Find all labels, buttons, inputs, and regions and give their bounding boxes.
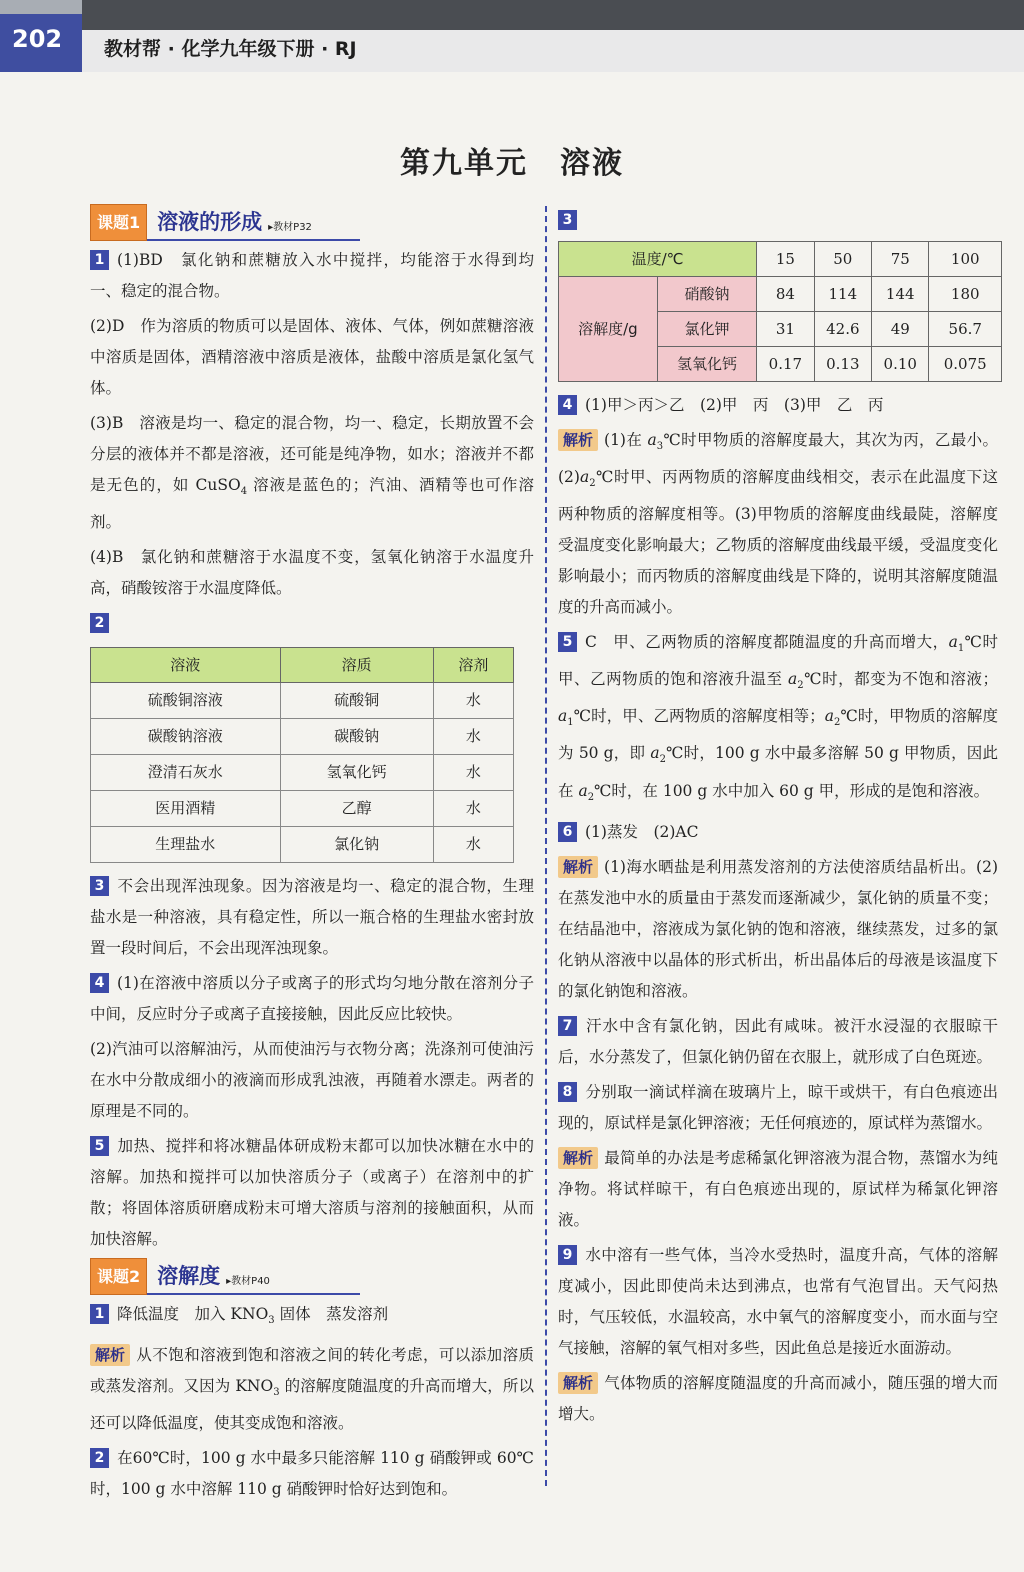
analysis-tag: 解析 <box>558 1372 598 1394</box>
table-cell: 硫酸铜溶液 <box>91 683 281 719</box>
question-number: 2 <box>90 613 109 633</box>
l1-q2 <box>90 608 534 639</box>
lesson2-heading <box>90 1259 360 1295</box>
table-cell: 180 <box>929 277 1002 312</box>
page-number: 202 <box>0 14 82 72</box>
table-row <box>91 719 514 755</box>
question-number: 1 <box>90 250 109 270</box>
question-number: 3 <box>90 876 109 896</box>
table-row <box>559 277 1002 312</box>
question-number: 9 <box>558 1245 577 1265</box>
l2-q1: 1 降低温度 加入 $KNO_3$ 固体 蒸发溶剂 <box>90 1299 534 1336</box>
question-number: 7 <box>558 1016 577 1036</box>
analysis-tag: 解析 <box>558 429 598 451</box>
l1-q5: 5 加热、搅拌和将冰糖晶体研成粉末都可以加快冰糖在水中的溶解。加热和搅拌可以加快溶质分子（或离子）在溶剂中的扩散；将固体溶质研磨成粉末可增大溶质与溶剂的接触面积，从而加快溶解。 <box>90 1137 534 1249</box>
table-header: 溶液 <box>91 648 281 683</box>
l1-q1-b: (2)D 作为溶质的物质可以是固体、液体、气体，例如蔗糖溶液中溶质是固体，酒精溶液中溶质是液体，盐酸中溶质是氯化氢气体。 <box>90 317 534 397</box>
table-cell: 氢氧化钙 <box>657 347 756 382</box>
table-cell: 水 <box>433 719 513 755</box>
question-number: 4 <box>90 973 109 993</box>
question-number: 1 <box>90 1304 109 1324</box>
l2-q2: 2 在60℃时，100 g 水中最多只能溶解 110 g 硝酸钾或 60℃时，100 g 水中溶解 110 g 硝酸钾时恰好达到饱和。 <box>90 1449 534 1499</box>
question-number: 5 <box>90 1136 109 1156</box>
column-divider <box>545 206 547 1486</box>
lesson1-tag: 课题1 <box>90 204 147 241</box>
l1-q4-a: 4 (1)在溶液中溶质以分子或离子的形式均匀地分散在溶剂分子中间，反应时分子或离子直接接触，因此反应比较快。 <box>90 974 534 1024</box>
left-column <box>90 205 534 1509</box>
solution-table <box>90 647 514 863</box>
l2-q8-explanation: 解析 最简单的办法是考虑稀氯化钾溶液为混合物，蒸馏水为纯净物。将试样晾干，有白色痕迹出现的，原试样为稀氯化钾溶液。 <box>558 1148 998 1229</box>
l2-q1-explanation: 解析 从不饱和溶液到饱和溶液之间的转化考虑，可以添加溶质或蒸发溶剂。又因为 $KNO_3$ 的溶解度随温度的升高而增大，所以还可以降低温度，使其变成饱和溶液。 <box>90 1346 534 1433</box>
lesson2-tag: 课题2 <box>90 1258 147 1295</box>
table-cell: 15 <box>757 242 814 277</box>
lesson1-ref: ▸教材P32 <box>268 221 312 233</box>
lesson2-ref: ▸教材P40 <box>226 1275 270 1287</box>
lesson1-title: 溶液的形成 <box>157 209 263 234</box>
table-cell: 42.6 <box>814 312 871 347</box>
table-cell: 水 <box>433 683 513 719</box>
unit-title: 第九单元 溶液 <box>400 146 624 181</box>
table-row <box>559 242 1002 277</box>
l1-q4-b: (2)汽油可以溶解油污，从而使油污与衣物分离；洗涤剂可使油污在水中分散成细小的液滴而形成乳浊液，再随着水漂走。两者的原理是不同的。 <box>90 1040 534 1121</box>
table-cell: 31 <box>757 312 814 347</box>
question-number: 6 <box>558 822 577 842</box>
l2-q8: 8 分别取一滴试样滴在玻璃片上，晾干或烘干，有白色痕迹出现的，原试样是氯化钾溶液；无任何痕迹的，原试样为蒸馏水。 <box>558 1082 998 1132</box>
l1-q3: 3 不会出现浑浊现象。因为溶液是均一、稳定的混合物，生理盐水是一种溶液，具有稳定性，所以一瓶合格的生理盐水密封放置一段时间后，不会出现浑浊现象。 <box>90 877 534 958</box>
table-cell: 144 <box>872 277 929 312</box>
solubility-label: 溶解度/g <box>559 277 658 382</box>
l1-q1-d: (4)B 氯化钠和蔗糖溶于水温度不变，氢氧化钠溶于水温度升高，硝酸铵溶于水温度降低。 <box>90 548 534 598</box>
table-cell: 乙醇 <box>280 791 433 827</box>
table-cell: 水 <box>433 755 513 791</box>
l2-q4-explanation: 解析 (1)在 $a_3℃$时甲物质的溶解度最大，其次为丙，乙最小。$(2)a_2℃$时甲、丙两物质的溶解度曲线相交，表示在此温度下这两种物质的溶解度相等。(3)甲物质的溶解度曲线最陡，溶解度受温度变化影响最大；乙物质的溶解度曲线最平缓，受温度变化影响最小；而丙物质的溶解度曲线是下降的，说明其溶解度随温度的升高而减小。 <box>558 431 998 617</box>
table-cell: 氯化钾 <box>657 312 756 347</box>
table-cell: 49 <box>872 312 929 347</box>
table-cell: 澄清石灰水 <box>91 755 281 791</box>
table-cell: 0.10 <box>872 347 929 382</box>
question-number: 5 <box>558 632 577 652</box>
table-cell: 75 <box>872 242 929 277</box>
table-cell: 生理盐水 <box>91 827 281 863</box>
lesson2-title: 溶解度 <box>157 1263 221 1288</box>
solubility-table <box>558 241 1002 382</box>
table-cell: 硝酸钠 <box>657 277 756 312</box>
l2-q5: 5 C 甲、乙两物质的溶解度都随温度的升高而增大，$a_1℃$时甲、乙两物质的饱和溶液升温至 $a_2℃$时，都变为不饱和溶液；$a_1℃$时，甲、乙两物质的溶解度相等；$a_2℃$时，甲物质的溶解度为 50 g，即 $a_2℃$时，100 g 水中最多溶解 50 g 甲物质，因此在 $a_2℃$时，在 100 g 水中加入 60 g 甲，形成的是饱和溶液。 <box>558 633 998 803</box>
temp-label: 温度/℃ <box>559 242 757 277</box>
analysis-tag: 解析 <box>558 856 598 878</box>
table-cell: 水 <box>433 827 513 863</box>
table-cell: 0.17 <box>757 347 814 382</box>
table-cell: 水 <box>433 791 513 827</box>
table-cell: 0.075 <box>929 347 1002 382</box>
table-cell: 碳酸钠溶液 <box>91 719 281 755</box>
table-cell: 氢氧化钙 <box>280 755 433 791</box>
l2-q4: 4 (1)甲＞丙＞乙 (2)甲 丙 (3)甲 乙 丙 <box>558 390 998 421</box>
question-number: 3 <box>558 210 577 230</box>
table-header: 溶剂 <box>433 648 513 683</box>
table-cell: 84 <box>757 277 814 312</box>
table-cell: 56.7 <box>929 312 1002 347</box>
table-cell: 碳酸钠 <box>280 719 433 755</box>
l1-q1-c: (3)B 溶液是均一、稳定的混合物，均一、稳定，长期放置不会分层的液体并不都是溶液，还可能是纯净物，如水；溶液并不都是无色的，如 CuSO$_4$ 溶液是蓝色的；汽油、酒精等也可作溶剂。 <box>90 414 534 532</box>
table-row <box>91 683 514 719</box>
table-cell: 100 <box>929 242 1002 277</box>
table-header-row <box>91 648 514 683</box>
right-column <box>558 205 998 1434</box>
table-header: 溶质 <box>280 648 433 683</box>
l2-q9-explanation: 解析 气体物质的溶解度随温度的升高而减小，随压强的增大而增大。 <box>558 1373 998 1423</box>
table-cell: 硫酸铜 <box>280 683 433 719</box>
table-row <box>91 827 514 863</box>
table-cell: 50 <box>814 242 871 277</box>
question-number: 2 <box>90 1448 109 1468</box>
l1-q1-a: 1 (1)BD 氯化钠和蔗糖放入水中搅拌，均能溶于水得到均一、稳定的混合物。 <box>90 251 534 300</box>
lesson1-heading <box>90 205 360 241</box>
table-cell: 医用酒精 <box>91 791 281 827</box>
book-title: 教材帮 · 化学九年级下册 · RJ <box>104 38 357 60</box>
question-number: 8 <box>558 1082 577 1102</box>
question-number: 4 <box>558 395 577 415</box>
table-cell: 114 <box>814 277 871 312</box>
l2-q6: 6 (1)蒸发 (2)AC <box>558 817 998 848</box>
table-row <box>91 755 514 791</box>
l2-q6-explanation: 解析 (1)海水晒盐是利用蒸发溶剂的方法使溶质结晶析出。(2)在蒸发池中水的质量由于蒸发而逐渐减少，氯化钠的质量不变；在结晶池中，溶液成为氯化钠的饱和溶液，继续蒸发，过多的氯化钠从溶液中以晶体的形式析出，析出晶体后的母液是该温度下的氯化钠饱和溶液。 <box>558 857 998 1000</box>
analysis-tag: 解析 <box>90 1344 130 1366</box>
table-cell: 0.13 <box>814 347 871 382</box>
l2-q3 <box>558 205 998 229</box>
analysis-tag: 解析 <box>558 1147 598 1169</box>
page-header <box>0 0 1024 72</box>
l2-q7: 7 汗水中含有氯化钠，因此有咸味。被汗水浸湿的衣服晾干后，水分蒸发了，但氯化钠仍留在衣服上，就形成了白色斑迹。 <box>558 1016 998 1066</box>
l2-q9: 9 水中溶有一些气体，当冷水受热时，温度升高，气体的溶解度减小，因此即使尚未达到沸点，也常有气泡冒出。天气闷热时，气压较低，水温较高，水中氧气的溶解度变小，而水面与空气接触，溶解的氧气相对多些，因此鱼总是接近水面游动。 <box>558 1245 998 1357</box>
table-row <box>91 791 514 827</box>
table-cell: 氯化钠 <box>280 827 433 863</box>
